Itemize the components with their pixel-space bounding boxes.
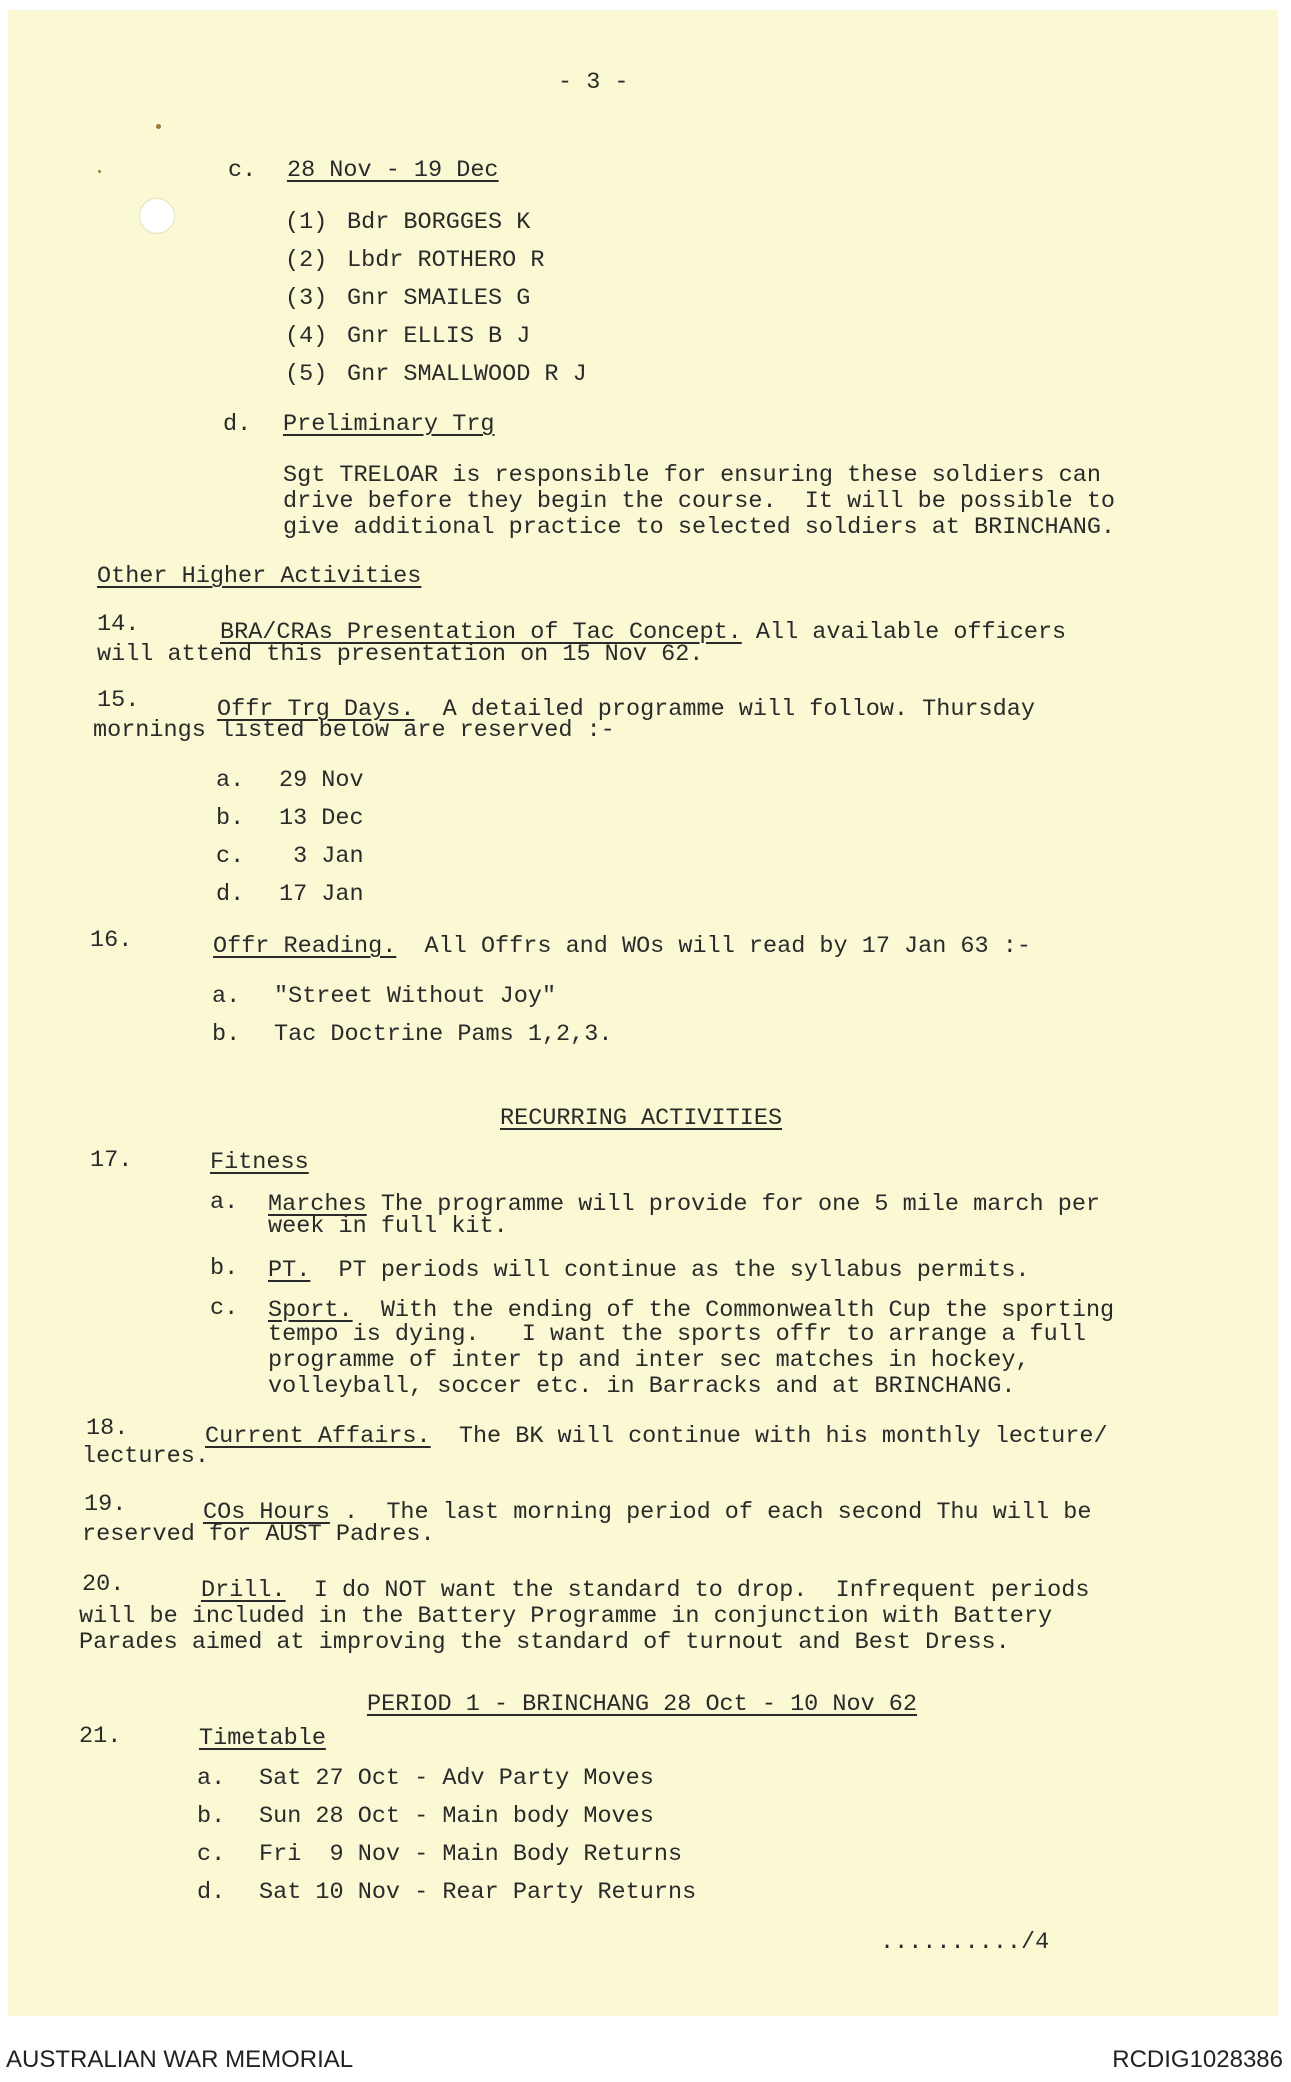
list-item: Bdr BORGGES K <box>347 209 531 236</box>
paragraph-number: 21. <box>79 1723 122 1750</box>
section-title: PERIOD 1 - BRINCHANG 28 Oct - 10 Nov 62 <box>367 1691 917 1718</box>
body-line: drive before they begin the course. It will be possible to <box>283 488 1116 515</box>
list-item: Sat 27 Oct - Adv Party Moves <box>259 1765 654 1792</box>
paragraph-line: tempo is dying. I want the sports offr to arrange a full <box>268 1321 1086 1348</box>
section-title: Other Higher Activities <box>97 563 422 590</box>
list-item: Tac Doctrine Pams 1,2,3. <box>274 1021 613 1048</box>
paragraph-line: I do NOT want the standard to drop. Infrequent periods <box>285 1577 1090 1604</box>
list-item: 3 Jan <box>279 843 364 870</box>
paragraph-text <box>268 1258 1030 1284</box>
paragraph-line: programme of inter tp and inter sec matches in hockey, <box>268 1347 1030 1374</box>
item-letter: d. <box>197 1879 226 1906</box>
paper-speck <box>98 170 101 173</box>
item-letter: c. <box>228 157 257 184</box>
item-letter: a. <box>212 983 241 1010</box>
footer-source: AUSTRALIAN WAR MEMORIAL <box>6 2046 354 2073</box>
paragraph-line: The programme will provide for one 5 mile march per <box>366 1191 1101 1218</box>
paragraph-line: All Offrs and WOs will read by 17 Jan 63 :- <box>396 933 1031 960</box>
paragraph-line: A detailed programme will follow. Thursday <box>414 696 1035 723</box>
paragraph-line: volleyball, soccer etc. in Barracks and at BRINCHANG. <box>268 1373 1016 1400</box>
section-heading: Preliminary Trg <box>283 411 495 438</box>
list-item: 17 Jan <box>279 881 364 908</box>
section-heading: 28 Nov - 19 Dec <box>287 157 499 184</box>
paragraph-line: will be included in the Battery Programme in conjunction with Battery <box>79 1603 1053 1630</box>
list-item: Gnr SMALLWOOD R J <box>347 361 587 388</box>
paragraph-text <box>205 1424 1108 1450</box>
paragraph-text <box>213 934 1031 960</box>
body-line: Sgt TRELOAR is responsible for ensuring these soldiers can <box>283 462 1101 489</box>
paragraph-line: All available officers <box>741 619 1067 646</box>
paragraph-text <box>201 1578 1089 1604</box>
paragraph-heading: COs Hours <box>203 1499 330 1526</box>
punch-hole <box>139 198 175 234</box>
footer-record-id: RCDIG1028386 <box>1112 2046 1283 2073</box>
item-letter: c. <box>197 1841 226 1868</box>
list-item: 13 Dec <box>279 805 364 832</box>
item-letter: b. <box>197 1803 226 1830</box>
paragraph-heading: Current Affairs. <box>205 1423 431 1450</box>
sub-heading: Marches <box>268 1191 367 1218</box>
paragraph-line: lectures. <box>82 1443 209 1470</box>
item-letter: d. <box>216 881 245 908</box>
item-letter: d. <box>223 411 252 438</box>
paragraph-heading: Drill. <box>201 1577 286 1604</box>
paragraph-number: 19. <box>84 1491 127 1518</box>
section-title: RECURRING ACTIVITIES <box>500 1105 783 1132</box>
paragraph-line: reserved for AUST Padres. <box>82 1521 435 1548</box>
list-number: (4) <box>285 323 328 350</box>
paragraph-number: 14. <box>97 611 140 638</box>
item-letter: b. <box>216 805 245 832</box>
item-letter: b. <box>210 1255 239 1282</box>
list-number: (5) <box>285 361 328 388</box>
paragraph-line: . The last morning period of each second Thu will be <box>329 1499 1092 1526</box>
item-letter: c. <box>216 843 245 870</box>
paper-speck <box>156 124 161 129</box>
paragraph-line: will attend this presentation on 15 Nov 62. <box>97 641 704 668</box>
paragraph-line: mornings listed below are reserved :- <box>93 717 615 744</box>
item-letter: b. <box>212 1021 241 1048</box>
list-item: Sun 28 Oct - Main body Moves <box>259 1803 654 1830</box>
paragraph-heading: Fitness <box>210 1149 309 1176</box>
sub-heading: Sport. <box>268 1297 353 1324</box>
list-item: Gnr ELLIS B J <box>347 323 531 350</box>
list-number: (3) <box>285 285 328 312</box>
list-item: "Street Without Joy" <box>274 983 557 1010</box>
item-letter: a. <box>210 1189 239 1216</box>
list-item: Fri 9 Nov - Main Body Returns <box>259 1841 683 1868</box>
item-letter: a. <box>197 1765 226 1792</box>
list-number: (1) <box>285 209 328 236</box>
paragraph-line: With the ending of the Commonwealth Cup the sporting <box>352 1297 1115 1324</box>
list-item: Gnr SMAILES G <box>347 285 531 312</box>
continuation-marker: ........../4 <box>880 1929 1050 1956</box>
paragraph-heading: Offr Reading. <box>213 933 397 960</box>
paragraph-number: 20. <box>82 1571 125 1598</box>
paragraph-line: The BK will continue with his monthly lecture/ <box>430 1423 1108 1450</box>
paragraph-line: Parades aimed at improving the standard of turnout and Best Dress. <box>79 1629 1010 1656</box>
paragraph-line: week in full kit. <box>268 1213 508 1240</box>
item-letter: a. <box>216 767 245 794</box>
paragraph-heading: Timetable <box>199 1725 326 1752</box>
body-line: give additional practice to selected soldiers at BRINCHANG. <box>283 514 1116 541</box>
item-letter: c. <box>210 1295 239 1322</box>
paragraph-number: 17. <box>90 1147 133 1174</box>
list-number: (2) <box>285 247 328 274</box>
paragraph-line: PT periods will continue as the syllabus permits. <box>310 1257 1030 1284</box>
paragraph-number: 18. <box>86 1415 129 1442</box>
paragraph-heading: BRA/CRAs Presentation of Tac Concept. <box>220 619 742 646</box>
list-item: Lbdr ROTHERO R <box>347 247 545 274</box>
paragraph-number: 16. <box>90 927 133 954</box>
paragraph-number: 15. <box>97 687 140 714</box>
page-number: - 3 - <box>558 69 629 96</box>
sub-heading: PT. <box>268 1257 311 1284</box>
list-item: 29 Nov <box>279 767 364 794</box>
list-item: Sat 10 Nov - Rear Party Returns <box>259 1879 697 1906</box>
paragraph-heading: Offr Trg Days. <box>217 696 415 723</box>
